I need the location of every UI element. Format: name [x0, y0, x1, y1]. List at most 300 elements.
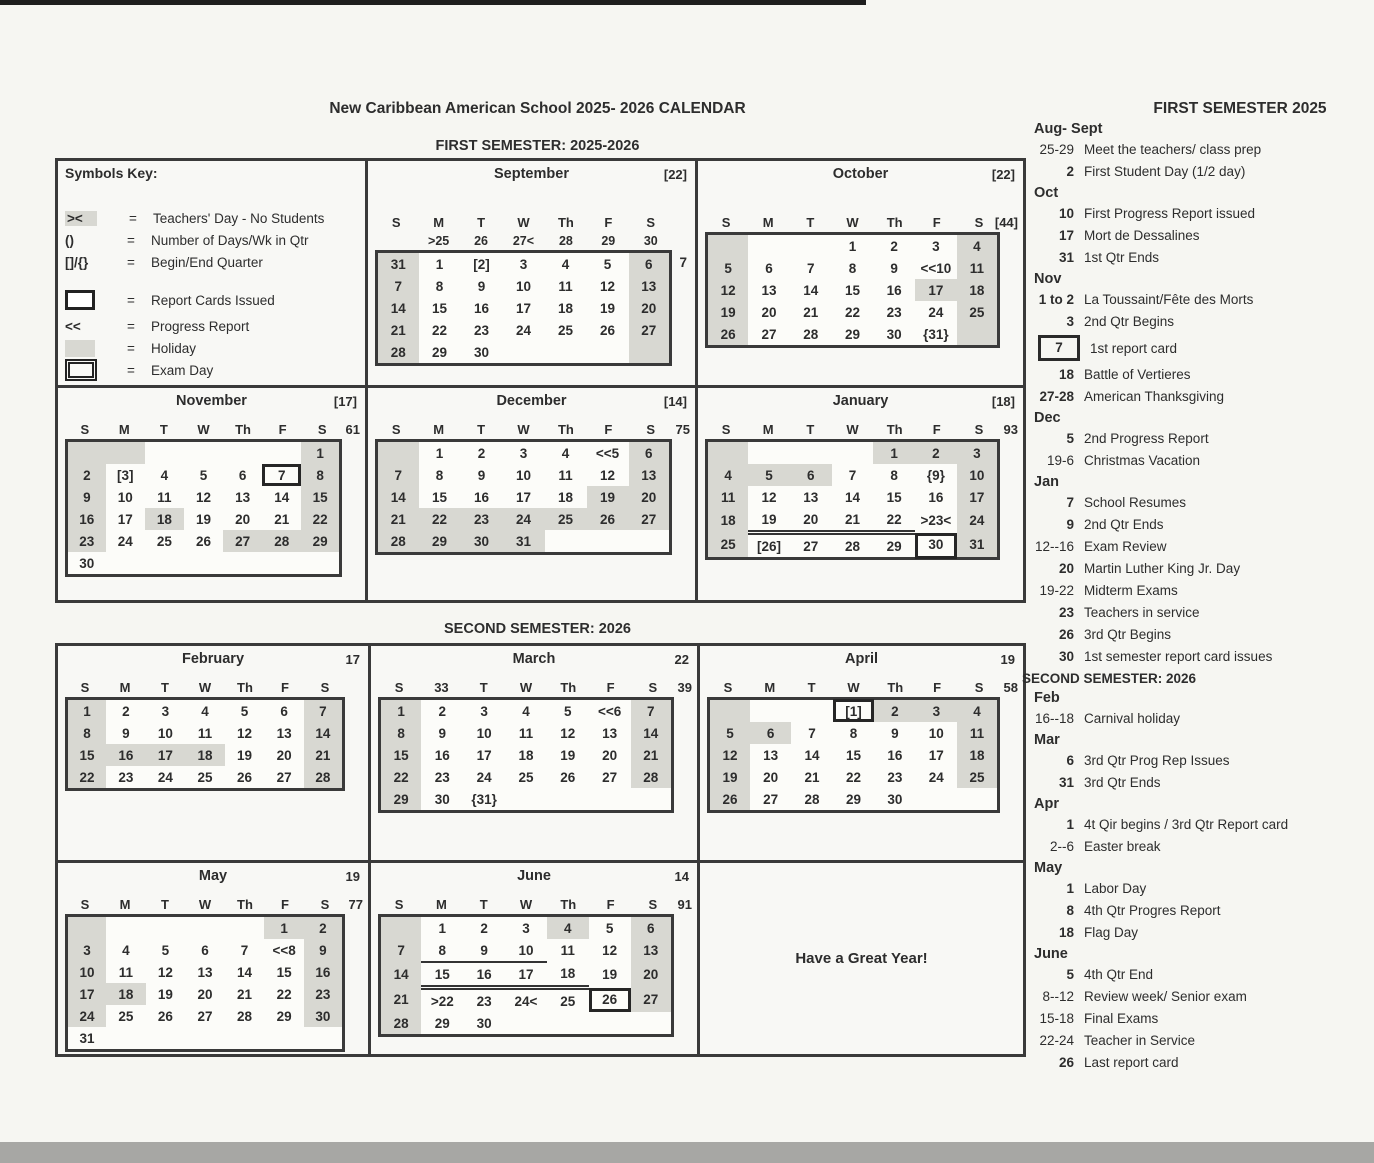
calendar-day-cell: 14 — [274, 489, 290, 505]
calendar-day-cell: 25 — [518, 769, 534, 785]
calendar-day-cell: 14 — [237, 964, 253, 980]
month-name: June — [517, 868, 551, 884]
calendar-day-cell — [380, 916, 422, 940]
calendar-week-row — [380, 766, 673, 788]
weekday-header: Th — [886, 421, 903, 437]
calendar-day-cell: [2] — [473, 256, 490, 272]
weekday-header: T — [806, 214, 815, 230]
calendar-day-cell: 24< — [514, 993, 538, 1009]
calendar-day-cell: 28 — [558, 234, 573, 248]
event-label: Final Exams — [1084, 1011, 1159, 1026]
calendar-day-cell: 21 — [832, 508, 874, 533]
weekday-header-cells — [375, 212, 672, 232]
calendar-day-cell: 8 — [435, 278, 444, 294]
weekday-header: S — [721, 214, 731, 230]
calendar-day-cell: 21 — [274, 511, 290, 527]
calendar-day-cell: 1 — [438, 920, 447, 936]
weekday-header: T — [477, 421, 486, 437]
calendar-week-row — [67, 939, 344, 961]
calendar-day-cell: 24 — [503, 508, 545, 530]
event-row — [1022, 388, 1370, 405]
calendar-day-cell: 10 — [515, 278, 532, 294]
calendar-day-cell: 21 — [803, 304, 819, 320]
calendar-day-cell: 16 — [886, 282, 902, 298]
closing-message: Have a Great Year! — [795, 950, 928, 967]
weekday-header: W — [846, 214, 859, 230]
calendar-day-cell: 14 — [631, 722, 673, 744]
calendar-day-cell: >22 — [430, 993, 454, 1009]
calendar-day-cell: 6 — [238, 467, 247, 483]
calendar-day-cell: 16 — [67, 508, 106, 530]
weekday-header: F — [932, 214, 941, 230]
week-count-note: 75 — [675, 422, 690, 437]
calendar-day-cell: 13 — [629, 275, 671, 297]
event-row — [1022, 988, 1370, 1005]
calendar-day-cell: 24 — [928, 769, 944, 785]
calendar-day-cell: 17 — [117, 511, 133, 527]
calendar-day-cell: 27 — [761, 326, 777, 342]
weekday-header-cells — [65, 677, 345, 697]
calendar-day-cell — [184, 441, 223, 465]
event-label: La Toussaint/Fête des Morts — [1084, 292, 1254, 307]
event-date: 22-24 — [1039, 1033, 1074, 1048]
calendar-week-row — [67, 1027, 344, 1051]
weekday-header-cells — [65, 419, 342, 439]
calendar-day-cell: 13 — [629, 464, 671, 486]
calendar-day-cell — [505, 1012, 547, 1036]
calendar-day-cell — [547, 1012, 589, 1036]
calendar-day-cell: 26 — [560, 769, 576, 785]
calendar-day-cell: 11 — [197, 725, 213, 741]
calendar-day-cell — [707, 234, 749, 258]
calendar-day-cell: 27 — [629, 319, 671, 341]
calendar-day-cell: 14 — [803, 282, 819, 298]
event-date: 18 — [1058, 925, 1074, 940]
calendar-day-cell: 28 — [803, 326, 819, 342]
calendar-day-cell: 9 — [122, 725, 130, 741]
calendar-day-cell: 14 — [380, 962, 422, 988]
calendar-day-cell — [957, 788, 998, 812]
month-title-bar — [65, 393, 358, 413]
calendar-day-cell: 6 — [631, 916, 673, 940]
calendar-day-cell: 7 — [377, 275, 419, 297]
symbols-key-row — [65, 229, 358, 251]
calendar-day-cell: 15 — [380, 744, 422, 766]
calendar-day-cell: 13 — [235, 489, 251, 505]
month-title-bar — [65, 868, 361, 888]
calendar-day-cell: 9 — [477, 467, 486, 483]
calendar-day-cell: 31 — [957, 533, 999, 559]
week-count-note: 77 — [348, 897, 363, 912]
weekday-header-table — [375, 212, 672, 232]
calendar-week-row — [67, 699, 344, 723]
month-day-count: [22] — [991, 167, 1015, 182]
calendar-day-cell: 16 — [106, 744, 146, 766]
calendar-day-cell: 19 — [602, 967, 618, 983]
calendar-day-cell: 29 — [873, 533, 915, 559]
weekday-header: M — [762, 421, 774, 437]
calendar-day-cell: [1] — [833, 699, 874, 723]
event-row — [1022, 452, 1370, 469]
calendar-day-cell — [262, 552, 301, 576]
calendar-day-cell: [26] — [748, 533, 790, 559]
calendar-day-cell: 8 — [435, 467, 444, 483]
calendar-day-cell: 28 — [237, 1008, 253, 1024]
event-label: American Thanksgiving — [1084, 389, 1225, 404]
weekday-header: F — [932, 421, 941, 437]
calendar-day-cell: 28 — [832, 533, 874, 559]
calendar-week-row — [380, 988, 673, 1013]
calendar-grid — [65, 914, 345, 1052]
calendar-day-cell — [547, 788, 589, 812]
calendar-day-cell: 8 — [380, 722, 422, 744]
event-date: 9 — [1066, 517, 1074, 532]
event-date: 1 — [1066, 817, 1074, 832]
event-row — [1022, 141, 1370, 158]
calendar-day-cell: 26 — [157, 1008, 173, 1024]
calendar-day-cell: 26 — [589, 988, 631, 1013]
event-row — [1022, 1054, 1370, 1071]
calendar-day-cell: 10 — [157, 725, 173, 741]
events-month-header: Apr — [1034, 796, 1059, 812]
calendar-day-cell: 1 — [435, 256, 444, 272]
calendar-day-cell: 22 — [67, 766, 107, 790]
weekday-header: M — [764, 679, 776, 695]
calendar-day-cell: 18 — [547, 962, 589, 988]
calendar-day-cell: 4 — [522, 703, 530, 719]
calendar-day-cell: 23 — [461, 508, 503, 530]
event-label: 4t Qir begins / 3rd Qtr Report card — [1084, 817, 1289, 832]
calendar-day-cell: 18 — [707, 508, 749, 533]
calendar-day-cell: <<8 — [272, 942, 296, 958]
week-count-note: 93 — [1003, 422, 1018, 437]
second-semester-header: SECOND SEMESTER: 2026 — [444, 621, 631, 637]
calendar-day-cell — [67, 916, 107, 940]
month-september — [368, 161, 698, 388]
calendar-day-cell: 20 — [197, 986, 213, 1002]
calendar-day-cell — [225, 1027, 265, 1051]
symbols-key-title: Symbols Key: — [65, 165, 158, 181]
weekday-header-row — [705, 212, 1016, 232]
calendar-day-cell: 5 — [605, 920, 614, 936]
month-name: January — [832, 393, 889, 409]
calendar-day-cell: 2 — [874, 699, 915, 723]
calendar-day-cell: 11 — [707, 486, 749, 508]
weekday-header-row — [707, 677, 1016, 697]
weekday-header: Th — [237, 896, 253, 912]
begin-end-quarter-symbol: []/{} — [65, 254, 89, 270]
week-count-note: 91 — [677, 897, 692, 912]
calendar-day-cell: 4 — [561, 445, 570, 461]
events-month-header: Jan — [1034, 474, 1059, 490]
events-month-header: Feb — [1034, 690, 1060, 706]
events-month-header: Dec — [1034, 410, 1061, 426]
weekday-header: S — [320, 679, 330, 695]
weekday-header-row — [375, 419, 688, 439]
calendar-day-cell — [185, 916, 225, 940]
month-day-count: 17 — [345, 652, 360, 667]
calendar-day-cell: 8 — [421, 939, 463, 962]
calendar-day-cell: 16 — [434, 747, 450, 763]
weekday-header: S — [974, 214, 984, 230]
weekday-header: M — [118, 421, 130, 437]
event-row — [1022, 313, 1370, 330]
calendar-day-cell: 5 — [603, 256, 612, 272]
first-semester-grid — [55, 158, 1026, 603]
calendar-day-cell — [589, 1012, 631, 1036]
calendar-day-cell: 11 — [957, 722, 998, 744]
calendar-day-cell: 21 — [237, 986, 253, 1002]
calendar-day-cell: 9 — [438, 725, 447, 741]
calendar-day-cell: 10 — [117, 489, 133, 505]
calendar-week-row — [707, 441, 999, 465]
events-month-header: Aug- Sept — [1034, 121, 1103, 137]
weekday-header: M — [436, 896, 447, 912]
equals-sign: = — [129, 210, 137, 226]
calendar-day-cell: 26 — [195, 533, 211, 549]
calendar-day-cell: 9 — [463, 939, 505, 962]
calendar-day-cell: 29 — [434, 1015, 450, 1031]
calendar-day-cell: 20 — [629, 486, 671, 508]
event-date: 3 — [1066, 314, 1074, 329]
calendar-day-cell: 19 — [599, 300, 616, 316]
calendar-day-cell: 8 — [848, 260, 857, 276]
event-row — [1022, 430, 1370, 447]
calendar-day-cell: 16 — [473, 489, 490, 505]
event-row — [1022, 227, 1370, 244]
calendar-day-cell — [545, 530, 587, 554]
calendar-day-cell — [709, 699, 750, 723]
calendar-week-row — [67, 552, 341, 576]
calendar-week-row — [707, 508, 999, 533]
calendar-day-cell: 23 — [304, 983, 344, 1005]
calendar-day-cell: 11 — [560, 943, 575, 958]
weekday-header: F — [606, 679, 615, 695]
calendar-day-cell — [146, 916, 186, 940]
calendar-day-cell — [589, 788, 631, 812]
calendar-day-cell: 20 — [761, 304, 777, 320]
calendar-day-cell: 23 — [887, 769, 903, 785]
event-label: Meet the teachers/ class prep — [1084, 142, 1262, 157]
calendar-week-row — [377, 341, 671, 365]
calendar-day-cell: 5 — [240, 703, 249, 719]
calendar-day-cell: 30 — [461, 530, 503, 554]
month-name: October — [832, 166, 889, 182]
event-row — [1022, 880, 1370, 897]
calendar-day-cell — [791, 699, 832, 723]
event-row — [1022, 816, 1370, 833]
weekday-header: W — [198, 679, 212, 695]
month-day-count: 19 — [345, 869, 360, 884]
weekday-header: F — [933, 679, 942, 695]
event-date: 20 — [1058, 561, 1074, 576]
calendar-day-cell: 23 — [886, 304, 902, 320]
calendar-day-cell: 13 — [197, 964, 213, 980]
symbols-key-row — [65, 315, 358, 337]
calendar-week-row — [67, 486, 341, 508]
event-label: 1st semester report card issues — [1084, 649, 1273, 664]
calendar-day-cell — [505, 788, 547, 812]
calendar-week-row — [377, 464, 671, 486]
calendar-day-cell: 12 — [707, 279, 749, 301]
calendar-day-cell: <<6 — [598, 703, 622, 719]
calendar-day-cell: 21 — [631, 744, 673, 766]
calendar-day-cell: 27< — [512, 234, 535, 248]
calendar-day-cell: {31} — [923, 326, 949, 342]
calendar-day-cell: 5 — [709, 722, 750, 744]
week-count-note: 39 — [677, 680, 692, 695]
month-january — [698, 388, 1023, 600]
calendar-day-cell: 3 — [519, 445, 528, 461]
calendar-week-row — [707, 279, 999, 301]
event-label: First Student Day (1/2 day) — [1084, 164, 1246, 179]
calendar-day-cell — [185, 1027, 225, 1051]
symbol-meaning: Progress Report — [151, 318, 250, 334]
weekday-header-table — [705, 212, 1000, 232]
calendar-week-row — [67, 744, 344, 766]
calendar-day-cell: 7 — [377, 464, 419, 486]
calendar-day-cell: 20 — [631, 962, 673, 988]
event-label: Review week/ Senior exam — [1084, 989, 1247, 1004]
calendar-day-cell: 27 — [197, 1008, 213, 1024]
calendar-day-cell: 25 — [560, 993, 576, 1009]
weekday-header: F — [606, 896, 615, 912]
month-title-bar — [707, 651, 1016, 671]
month-day-count: [14] — [663, 394, 687, 409]
calendar-week-row — [375, 232, 672, 250]
calendar-week-row — [377, 530, 671, 554]
event-date: 27-28 — [1039, 389, 1074, 404]
event-date: 18 — [1058, 367, 1074, 382]
teachers-day-symbol: >< — [65, 211, 97, 226]
calendar-day-cell: 26 — [237, 769, 253, 785]
calendar-day-cell: 18 — [145, 508, 184, 530]
month-day-count: 14 — [674, 869, 689, 884]
calendar-day-cell: 14 — [304, 722, 344, 744]
calendar-day-cell: 28 — [804, 791, 820, 807]
calendar-day-cell: >25 — [428, 234, 450, 248]
calendar-day-cell: 15 — [276, 964, 292, 980]
calendar-day-cell: 24 — [515, 322, 532, 338]
calendar-day-cell: {31} — [471, 791, 497, 807]
weekday-header: T — [161, 679, 169, 695]
scan-edge-artifact-bottom — [0, 1142, 1374, 1163]
events-panel-list — [1022, 118, 1370, 1076]
calendar-day-cell: 12 — [602, 943, 618, 958]
weekday-header: Th — [237, 679, 253, 695]
calendar-day-cell: 3 — [67, 939, 107, 961]
calendar-day-cell: 25 — [957, 301, 999, 323]
calendar-day-cell: 5 — [199, 467, 208, 483]
calendar-day-cell: 22 — [301, 508, 340, 530]
calendar-week-row — [377, 441, 671, 465]
weekday-header: S — [80, 679, 90, 695]
calendar-day-cell: 30 — [304, 1005, 344, 1027]
event-label: 1st report card — [1090, 340, 1178, 356]
calendar-day-cell: 26 — [599, 322, 616, 338]
holiday-shade-icon — [65, 340, 95, 357]
calendar-day-cell: 17 — [67, 983, 107, 1005]
weekday-header: T — [159, 421, 168, 437]
calendar-day-cell: 19 — [157, 986, 173, 1002]
scan-edge-artifact-top — [0, 0, 866, 5]
calendar-day-cell: 26 — [709, 788, 750, 812]
calendar-day-cell — [629, 341, 671, 365]
calendar-day-cell: 17 — [928, 747, 944, 763]
event-row — [1022, 249, 1370, 266]
weekday-header-cells — [378, 677, 674, 697]
calendar-day-cell: 21 — [380, 988, 422, 1013]
symbols-key-row — [65, 337, 358, 359]
calendar-day-cell: 19 — [707, 301, 749, 323]
calendar-grid — [378, 697, 674, 813]
calendar-day-cell: 4 — [122, 942, 130, 958]
calendar-day-cell: 15 — [421, 962, 463, 988]
calendar-day-cell — [223, 552, 262, 576]
symbols-key-row — [65, 251, 358, 273]
calendar-week-row — [377, 297, 671, 319]
week-count-note: 61 — [345, 422, 360, 437]
event-label: 4th Qtr End — [1084, 967, 1154, 982]
first-semester-header: FIRST SEMESTER: 2025-2026 — [435, 138, 640, 154]
calendar-week-row — [377, 486, 671, 508]
weekday-header-table — [65, 677, 345, 697]
calendar-day-cell: 15 — [301, 486, 340, 508]
weekday-header: F — [604, 421, 613, 437]
event-date: 26 — [1058, 1055, 1074, 1070]
calendar-day-cell: 13 — [631, 939, 673, 962]
calendar-day-cell: 28 — [304, 766, 344, 790]
calendar-day-cell — [790, 234, 832, 258]
event-row — [1022, 604, 1370, 621]
calendar-week-row — [67, 1005, 344, 1027]
calendar-day-cell: 28 — [262, 530, 301, 552]
calendar-day-cell: 27 — [763, 791, 779, 807]
calendar-day-cell: 29 — [419, 530, 461, 554]
calendar-day-cell: 21 — [304, 744, 344, 766]
calendar-day-cell: 22 — [845, 769, 861, 785]
calendar-week-row — [380, 788, 673, 812]
calendar-day-cell: 18 — [557, 300, 574, 316]
event-row — [1022, 902, 1370, 919]
event-date: 25-29 — [1039, 142, 1074, 157]
calendar-day-cell — [631, 788, 673, 812]
event-label: Teacher in Service — [1084, 1033, 1196, 1048]
month-april — [700, 646, 1023, 863]
calendar-day-cell: 30 — [643, 234, 658, 248]
event-label: 3rd Qtr Begins — [1084, 627, 1172, 642]
weekday-header: S — [391, 214, 401, 230]
month-october — [698, 161, 1023, 388]
calendar-day-cell: 14 — [377, 297, 419, 319]
calendar-week-row — [380, 699, 673, 723]
calendar-day-cell: <<10 — [920, 260, 952, 276]
event-row — [1022, 205, 1370, 222]
calendar-week-row — [380, 939, 673, 962]
calendar-day-cell: 3 — [519, 256, 528, 272]
calendar-day-cell: 16 — [928, 489, 944, 505]
calendar-day-cell: 17 — [476, 747, 492, 763]
calendar-day-cell — [790, 441, 832, 465]
event-date: 26 — [1058, 627, 1074, 642]
event-date: 30 — [1058, 649, 1074, 664]
events-semester-header: SECOND SEMESTER: 2026 — [1022, 671, 1197, 686]
calendar-day-cell: 2 — [480, 920, 488, 936]
calendar-day-cell — [503, 341, 545, 365]
calendar-day-cell: 29 — [301, 530, 340, 552]
month-june — [371, 863, 700, 1054]
calendar-day-cell: 12 — [237, 725, 253, 741]
